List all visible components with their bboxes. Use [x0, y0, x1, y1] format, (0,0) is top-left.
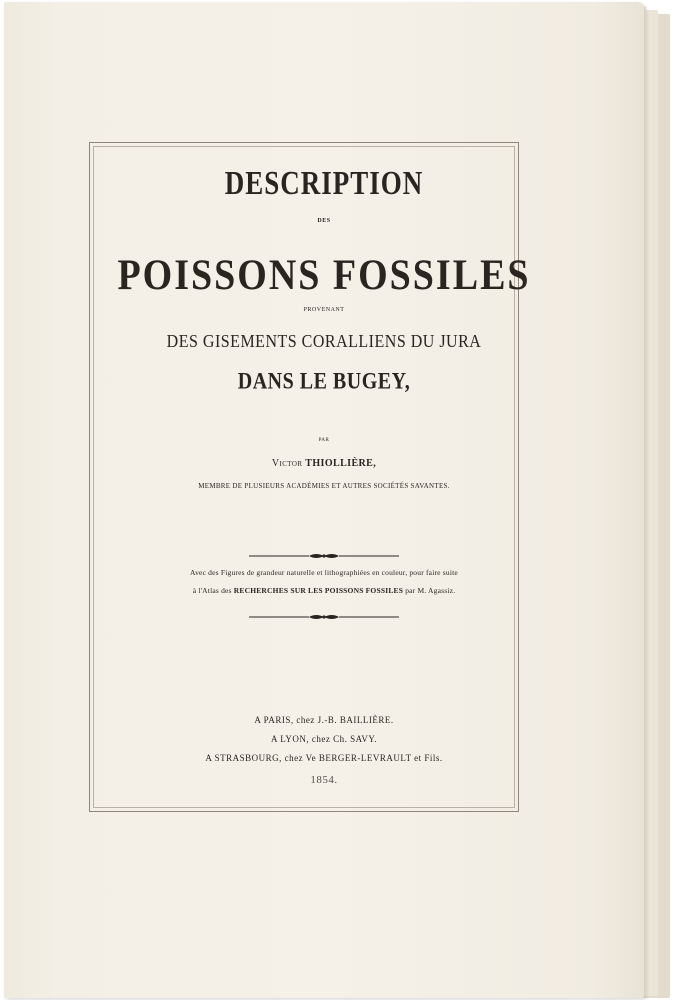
page-frame-border — [89, 142, 519, 812]
author-last-name: THIOLLIÈRE, — [305, 458, 377, 469]
subtitle-bugey: DANS LE BUGEY, — [237, 369, 411, 395]
connector-des: DES — [317, 218, 331, 224]
publication-year: 1854. — [310, 774, 338, 786]
subtitle-gisements: DES GISEMENTS CORALLIENS DU JURA — [166, 332, 482, 352]
author-first-name: Victor — [271, 458, 303, 469]
imprint-strasbourg: A STRASBOURG, chez Ve BERGER-LEVRAULT et Fils. — [205, 753, 443, 763]
note-line-2-title: RECHERCHES SUR LES POISSONS FOSSILES — [233, 586, 404, 595]
note-line-2 — [4, 586, 644, 595]
imprint-lyon: A LYON, chez Ch. SAVY. — [270, 734, 378, 744]
note-line-2-prefix: à l'Atlas des — [192, 586, 232, 595]
ornament-rule-top — [4, 547, 644, 555]
imprint-paris: A PARIS, chez J.-B. BAILLIÈRE. — [254, 715, 394, 725]
title-poissons-fossiles: POISSONS FOSSILES — [117, 251, 531, 300]
note-line-2-suffix: par M. Agassiz. — [405, 586, 456, 595]
note-line-1: Avec des Figures de grandeur naturelle et lithographiées en couleur, pour faire suite — [190, 568, 458, 577]
ornament-rule-bottom — [4, 608, 644, 616]
title-description: DESCRIPTION — [224, 164, 424, 202]
title-page — [4, 2, 644, 998]
connector-provenant: PROVENANT — [303, 307, 345, 313]
author-affiliation: MEMBRE DE PLUSIEURS ACADÉMIES ET AUTRES SOCIÉTÉS SAVANTES. — [198, 482, 450, 490]
author-line — [4, 458, 644, 469]
connector-par: PAR — [318, 438, 330, 443]
